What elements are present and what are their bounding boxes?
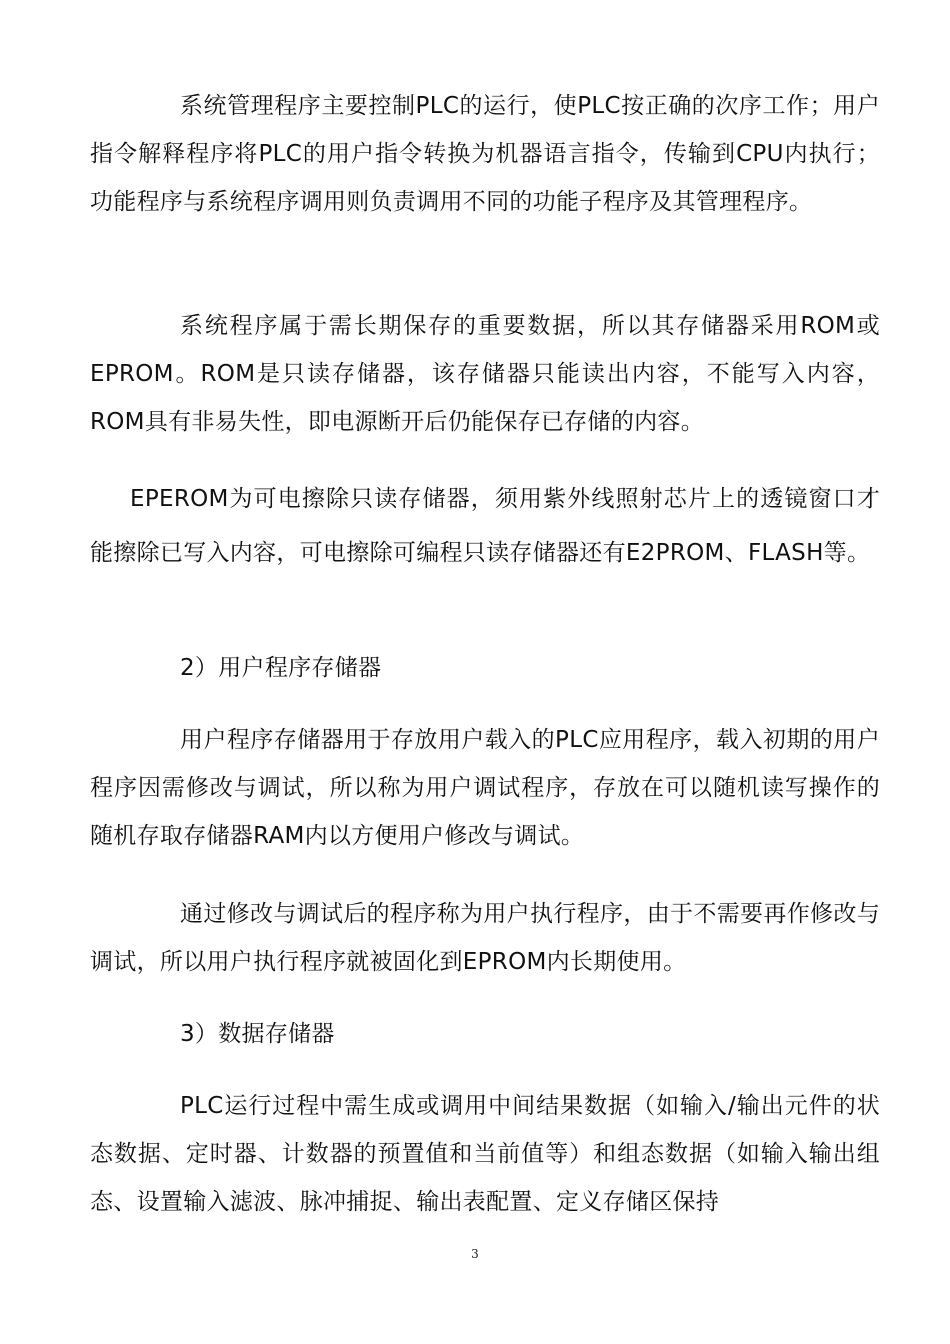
paragraph-user-execution-program: 通过修改与调试后的程序称为用户执行程序，由于不需要再作修改与调试，所以用户执行程序就被固化到EPROM内长期使用。 bbox=[90, 901, 880, 975]
paragraph-data-memory: PLC运行过程中需生成或调用中间结果数据（如输入/输出元件的状态数据、定时器、计数器的预置值和当前值等）和组态数据（如输入输出组态、设置输入滤波、脉冲捕捉、输出表配置、定义存储区保持 bbox=[90, 1093, 880, 1215]
page-number: 3 bbox=[471, 1247, 479, 1261]
paragraph-system-program-rom: 系统程序属于需长期保存的重要数据，所以其存储器采用ROM或EPROM。ROM是只读存储器，该存储器只能读出内容，不能写入内容，ROM具有非易失性，即电源断开后仍能保存已存储的内容。 bbox=[90, 313, 880, 435]
section-heading-data-memory: 3）数据存储器 bbox=[180, 1021, 335, 1047]
paragraph-system-management: 系统管理程序主要控制PLC的运行，使PLC按正确的次序工作；用户指令解释程序将PLC的用户指令转换为机器语言指令，传输到CPU内执行；功能程序与系统程序调用则负责调用不同的功能子程序及其管理程序。 bbox=[90, 93, 880, 215]
paragraph-eperom: EPEROM为可电擦除只读存储器，须用紫外线照射芯片上的透镜窗口才能擦除已写入内容，可电擦除可编程只读存储器还有E2PROM、FLASH等。 bbox=[90, 486, 880, 566]
section-heading-user-program-memory: 2）用户程序存储器 bbox=[180, 655, 382, 681]
paragraph-user-program-memory: 用户程序存储器用于存放用户载入的PLC应用程序，载入初期的用户程序因需修改与调试，所以称为用户调试程序，存放在可以随机读写操作的随机存取存储器RAM内以方便用户修改与调试。 bbox=[90, 727, 880, 849]
